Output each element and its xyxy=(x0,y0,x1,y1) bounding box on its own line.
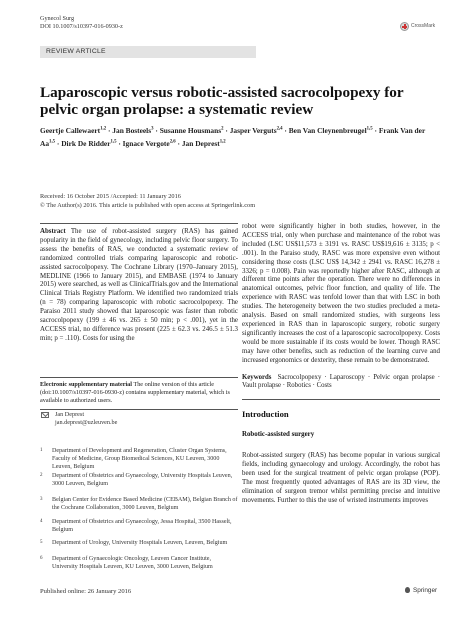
envelope-icon xyxy=(41,412,49,418)
abstract-right-column xyxy=(242,223,440,512)
author-affiliation-ref: 2 xyxy=(221,127,224,132)
author-name: Geertje Callewaert xyxy=(40,126,101,136)
crossmark-icon xyxy=(400,22,409,31)
keywords-text: Sacrocolpopexy · Laparoscopy · Pelvic organ prolapse · Vault prolapse · Robotics · Costs xyxy=(242,373,440,390)
springer-horse-icon xyxy=(404,586,411,594)
affiliation-number: 3 xyxy=(40,497,43,502)
author-affiliation-ref: 1,2 xyxy=(219,139,226,145)
author-affiliation-ref: 1,5 xyxy=(110,139,117,145)
author-affiliation-ref: 1,5 xyxy=(49,139,56,145)
author-list: Geertje Callewaert$^{1,2}$ · Jan Bosteels$^3$ · Susanne Housmans$^2$ · Jasper Verguts$^{2,4}$ · Ben Van Cleynenbreugel$^{1,5}$ · Frank Van der Aa$^{1,5}$ · Dirk De Ridder$^{1,5}$ · Ignace Vergote$^{2,6}$ · Jan Deprest$^{1,2}$ xyxy=(40,126,426,149)
keywords-label: Keywords xyxy=(242,373,272,381)
subsection-heading: Robotic-assisted surgery xyxy=(242,431,315,439)
affiliation xyxy=(40,472,238,488)
correspondence xyxy=(40,411,238,427)
section-heading-introduction: Introduction xyxy=(242,409,289,420)
esm-text: The online version of this article (doi:10.1007/s10397-016-0930-z) contains supplementary material, which is available to authorized users. xyxy=(40,381,230,404)
author[interactable] xyxy=(182,139,226,148)
article-dates xyxy=(40,193,255,210)
abstract-text-left xyxy=(40,228,238,344)
affiliation-text: Department of Development and Regeneration, Cluster Organ Systems, Faculty of Medicine, Group Biomedical Sciences, KU Leuven, 3000 Leuven, Belgium xyxy=(52,448,227,470)
author-affiliation-ref: 1,2 xyxy=(100,127,107,132)
published-online: Published online: 26 January 2016 xyxy=(40,588,132,595)
electronic-supplementary-material xyxy=(40,377,238,410)
abstract-label: Abstract xyxy=(40,228,66,235)
affiliation-number: 6 xyxy=(40,556,43,561)
received-accepted: Received: 16 October 2015 /Accepted: 11 January 2016 xyxy=(40,193,181,200)
author[interactable] xyxy=(289,126,373,135)
journal-name: Gynecol Surg xyxy=(40,15,75,22)
affiliation-text: Department of Gynaecologic Oncology, Leuven Cancer Institute, University Hospitals Leuven, KU Leuven, 3000 Leuven, Belgium xyxy=(52,556,213,570)
author-affiliation-ref: 2,6 xyxy=(169,139,176,145)
publisher-logo xyxy=(404,586,437,594)
author-name: Ignace Vergote xyxy=(122,139,170,149)
affiliation-text: Belgian Center for Evidence Based Medicine (CEBAM), Belgian Branch of the Cochrane Collaboration, 3000 Leuven, Belgium xyxy=(52,497,238,511)
author-name: Ben Van Cleynenbreugel xyxy=(288,126,367,136)
affiliation xyxy=(40,539,238,547)
correspondent-name: Jan Deprest xyxy=(55,411,85,418)
article-title: Laparoscopic versus robotic-assisted sacrocolpopexy for pelvic organ prolapse: a systematic review xyxy=(40,84,404,118)
author-affiliation-ref: 1,5 xyxy=(366,127,373,132)
affiliation-text: Department of Urology, University Hospitals Leuven, Leuven, Belgium xyxy=(52,540,228,546)
affiliation-number: 2 xyxy=(40,473,43,478)
affiliation xyxy=(40,447,238,471)
divider xyxy=(40,377,238,378)
abstract-left-column xyxy=(40,223,238,350)
affiliation xyxy=(40,496,238,512)
abstract-body-right: robot were significantly higher in both studies, however, in the ACCESS trial, only when purchase and maintenance of the robot was included (LSC US$11,573 ± 3191 vs. RASC US$19,616 ± 3135; p < .001). In the Paraiso study, RASC was more expensive even without considering those costs (LSC US$ 14,342 ± 2941 vs. RASC 16,278 ± 3326; p = 0.008). Pain was reportedly higher after RASC, although at different time points after the operation. There were no differences in anatomical outcomes, pelvic floor function, and quality of life. The experience with RASC was tenfold lower than that with LSC in both studies. The heterogeneity between the two studies precluded a meta-analysis. Based on small randomized studies, with surgeons less experienced in RAS than in laparoscopic surgery, robotic surgery significantly increases the cost of a laparoscopic sacrocolpopexy. Costs would be more sustainable if its costs would be lower. Though RASC may have other benefits, such as reduction of the learning curve and increased ergonomics or dexterity, these remain to be demonstrated. xyxy=(242,223,440,364)
affiliation xyxy=(40,555,238,571)
journal-header xyxy=(40,15,123,31)
author-affiliation-ref: 3 xyxy=(151,127,154,132)
publisher-name: Springer xyxy=(413,586,438,594)
abstract-body-left: The use of robot-assisted surgery (RAS) has gained popularity in the field of gynecology, including pelvic floor surgery. To assess the benefits of RAS, we conducted a systematic review of randomized controlled trials comparing laparoscopic and robotic-assisted sacrocolpopexy. The Cochrane Library (1970–January 2015), MEDLINE (1966 to January 2015), and EMBASE (1974 to January 2015) were searched, as well as ClinicalTrials.gov and the International Clinical Trials Registry Platform. We identified two randomized trials (n = 78) comparing laparoscopic with robotic sacrocolpopexy. The Paraiso 2011 study showed that laparoscopic was faster than robotic sacrocolpopexy (199 ± 46 vs. 265 ± 50 min; p < .001), yet in the ACCESS trial, no difference was present (225 ± 62.3 vs. 246.5 ± 51.3 min; p = .110). Costs for using the xyxy=(40,228,238,342)
author[interactable] xyxy=(160,126,224,135)
affiliation-number: 4 xyxy=(40,519,43,524)
copyright-line: © The Author(s) 2016. This article is published with open access at Springerlink.com xyxy=(40,201,256,209)
author-name: Jasper Verguts xyxy=(229,126,277,136)
doi: DOI 10.1007/s10397-016-0930-z xyxy=(40,23,123,30)
author-name: Jan Bosteels xyxy=(112,126,152,136)
affiliation xyxy=(40,518,238,534)
crossmark-badge[interactable] xyxy=(400,21,440,31)
keywords xyxy=(242,374,440,392)
author-name: Frank Van der Aa xyxy=(40,126,426,149)
crossmark-label: CrossMark xyxy=(411,23,436,29)
article-type-banner: REVIEW ARTICLE xyxy=(40,46,256,58)
affiliation-text: Department of Obstetrics and Gynaecology, Jessa Hospital, 3500 Hasselt, Belgium xyxy=(52,519,232,533)
divider xyxy=(242,399,440,400)
affiliation-text: Department of Obstetrics and Gynaecology, University Hospitals Leuven, 3000 Leuven, Belgium xyxy=(52,473,233,487)
affiliation-number: 1 xyxy=(40,448,43,453)
author[interactable] xyxy=(112,126,153,135)
esm-label: Electronic supplementary material xyxy=(40,381,132,388)
author-name: Jan Deprest xyxy=(181,139,220,149)
author-name: Dirk De Ridder xyxy=(61,139,111,149)
divider xyxy=(40,223,238,224)
correspondent-email[interactable]: jan.deprest@uzleuven.be xyxy=(55,419,118,426)
author[interactable] xyxy=(230,126,283,135)
author[interactable] xyxy=(61,139,116,148)
author[interactable] xyxy=(40,126,106,135)
author[interactable] xyxy=(123,139,176,148)
divider xyxy=(40,409,238,410)
affiliation-number: 5 xyxy=(40,540,43,545)
author-name: Susanne Housmans xyxy=(159,126,222,136)
author-affiliation-ref: 2,4 xyxy=(276,127,283,132)
intro-paragraph: Robot-assisted surgery (RAS) has become popular in various surgical fields, including gynaecology and urology. Accordingly, the robot has been used for the surgical treatment of pelvic organ prolapse (POP). The most frequently quoted advantages of RAS are its 3D view, the elimination of surgeon tremor whilst permitting precise and intuitive movements. Further to this the use of wristed instruments improves xyxy=(242,452,440,504)
